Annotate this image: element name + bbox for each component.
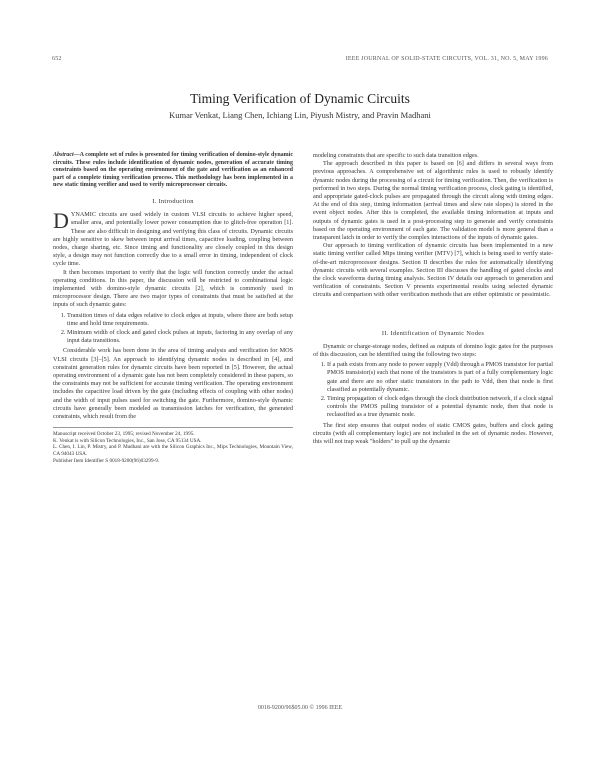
footnote-line: Manuscript received October 23, 1995; revised November 24, 1995.	[53, 431, 195, 438]
right-column	[313, 152, 553, 446]
left-column	[53, 152, 293, 464]
list-item: 1. If a path exists from any node to power supply (Vdd) through a PMOS transistor for partial PMOS transistor(s) such that none of the transistors is part of a fully complementary logic gate and there are no other static transistors in the path to Vdd, then that node is first classified as potentially dynamic.	[327, 361, 553, 394]
intro-paragraph-2: It then becomes important to verify that the logic will function correctly under the actual operating conditions. In this paper, the discussion will be restricted to combinational logic implemented with domino-style dynamic circuits [2], which is commonly used in microprocessor design. There are two major types of constraints that must be satisfied at the inputs of such dynamic gates:	[53, 268, 293, 309]
page-number: 652	[52, 56, 62, 62]
list-item: 1. Transition times of data edges relative to clock edges at inputs, where there are both setup time and hold time requirements.	[67, 312, 293, 328]
footnote	[53, 427, 293, 464]
constraint-list	[53, 312, 293, 346]
right-paragraph-3: Dynamic or charge-storage nodes, defined as outputs of domino logic gates for the purposes of this discussion, can be identified using the following two steps:	[313, 342, 553, 359]
footnote-line: K. Venkat is with Silicon Technologies, Inc., San Jose, CA 95134 USA.	[53, 437, 202, 444]
right-paragraph-0: modeling constraints that are specific to such data transition edges.	[313, 152, 479, 159]
copyright-code: 0018-9200/96$05.00 © 1996 IEEE	[257, 705, 343, 711]
right-paragraph-2: Our approach to timing verification of dynamic circuits has been implemented in a new static timing verifier called Mips timing verifier (MTV) [7], which is being used to verify state-of-the-art microprocessor designs. Section II describes the rules for automatically identifying dynamic circuits with several examples. Section III discusses the handling of gated clocks and the clock waveforms during timing analysis. Section IV details our approach to generation and verification of constraints. Section V presents experimental results using selected dynamic circuits and comparison with other verification methods that are either optimistic or pessimistic.	[313, 242, 553, 299]
abstract-label: Abstract—	[53, 152, 80, 158]
abstract-text: A complete set of rules is presented for timing verification of domino-style dynamic circuits. These rules include identification of dynamic nodes, generation of accurate timing constraints based on the operating environment of the gate and verification as an enhanced part of a complete timing verification process. This methodology has been implemented in a new static timing verifier and used to verify microprocessor circuits.	[53, 152, 293, 189]
intro-paragraph-3: Considerable work has been done in the area of timing analysis and verification for MOS VLSI circuits [3]–[5]. An approach to identifying dynamic nodes is described in [4], and constraint generation rules for dynamic circuits have been reported in [5]. However, the actual operating environment of a dynamic gate has not been completely considered in these papers, so the constraints may not be sufficient for accurate timing verification. The operating environment includes the capacitive load driven by the gate (including effects of coupling with other nodes) and the width of input pulses used for switching the gate. Furthermore, domino-style dynamic circuits have generally been modeled as transmission latches for verification, the generated constraints, which result from the	[53, 347, 293, 421]
intro-paragraph-1	[53, 208, 293, 268]
paper-title: Timing Verification of Dynamic Circuits	[190, 91, 410, 106]
intro-paragraph-1-text: YNAMIC circuits are used widely in custom VLSI circuits to achieve higher speed, smaller area, and potentially lower power consumption due to glitch-free operation [1]. These are also difficult in designing and verifying this class of circuits. Dynamic circuits are highly sensitive to skew between input arrival times, capacitive loading, coupling between nodes, charge sharing, etc. Since timing and functionality are closely coupled in this design style, a design may not function correctly due to a small error in timing, independent of clock cycle time.	[53, 211, 293, 268]
section-heading-introduction: I. Introduction	[152, 197, 194, 205]
right-paragraph-1: The approach described in this paper is based on [6] and differs in several ways from previous approaches. A comprehensive set of algorithmic rules is used to robustly identify dynamic nodes during the processing of a circuit for timing verification. Then, the verification is performed in two steps. During the normal timing verification process, clock gating is identified, and appropriate gated-clock pulses are propagated through the circuit along with timing edges. At the end of this step, timing information (arrival times and slew rate slopes) is stored in the event object nodes. After this is completed, the available timing information at inputs and outputs of dynamic gates is used in a post-processing step to generate and verify constraints based on the operating environment of each gate. The validation model is more general than a transparent latch in order to verify the complex interactions of the inputs of dynamic gates.	[313, 160, 553, 242]
paper-authors: Kumar Venkat, Liang Chen, Ichiang Lin, Piyush Mistry, and Pravin Madhani	[169, 110, 431, 120]
footnote-line: Publisher Item Identifier S 0018-9200(96)03299-9.	[53, 457, 160, 464]
journal-header: IEEE JOURNAL OF SOLID-STATE CIRCUITS, VOL. 31, NO. 5, MAY 1996	[345, 56, 548, 62]
abstract	[53, 152, 293, 190]
list-item: 2. Timing propagation of clock edges through the clock distribution network, if a clock signal controls the PMOS pulling transistor of a potential dynamic node, then that node is reclassified as a true dynamic node.	[327, 395, 553, 420]
section-heading-identification: II. Identification of Dynamic Nodes	[381, 329, 485, 337]
list-item: 2. Minimum width of clock and gated clock pulses at inputs, factoring in any overlap of any input data transitions.	[67, 329, 293, 345]
right-paragraph-4: The first step ensures that output nodes of static CMOS gates, buffers and clock gating circuits (with all complementary logic) are not included in the set of dynamic nodes. However, this will not trap weak "holders" to pull up the dynamic	[313, 421, 553, 446]
identification-steps-list	[313, 361, 553, 419]
dropcap: D	[53, 208, 69, 234]
footnote-line: L. Chen, I. Lin, P. Mistry, and P. Madhani are with the Silicon Graphics Inc., Mips Technologies, Mountain View, CA 94043 USA.	[53, 444, 293, 458]
